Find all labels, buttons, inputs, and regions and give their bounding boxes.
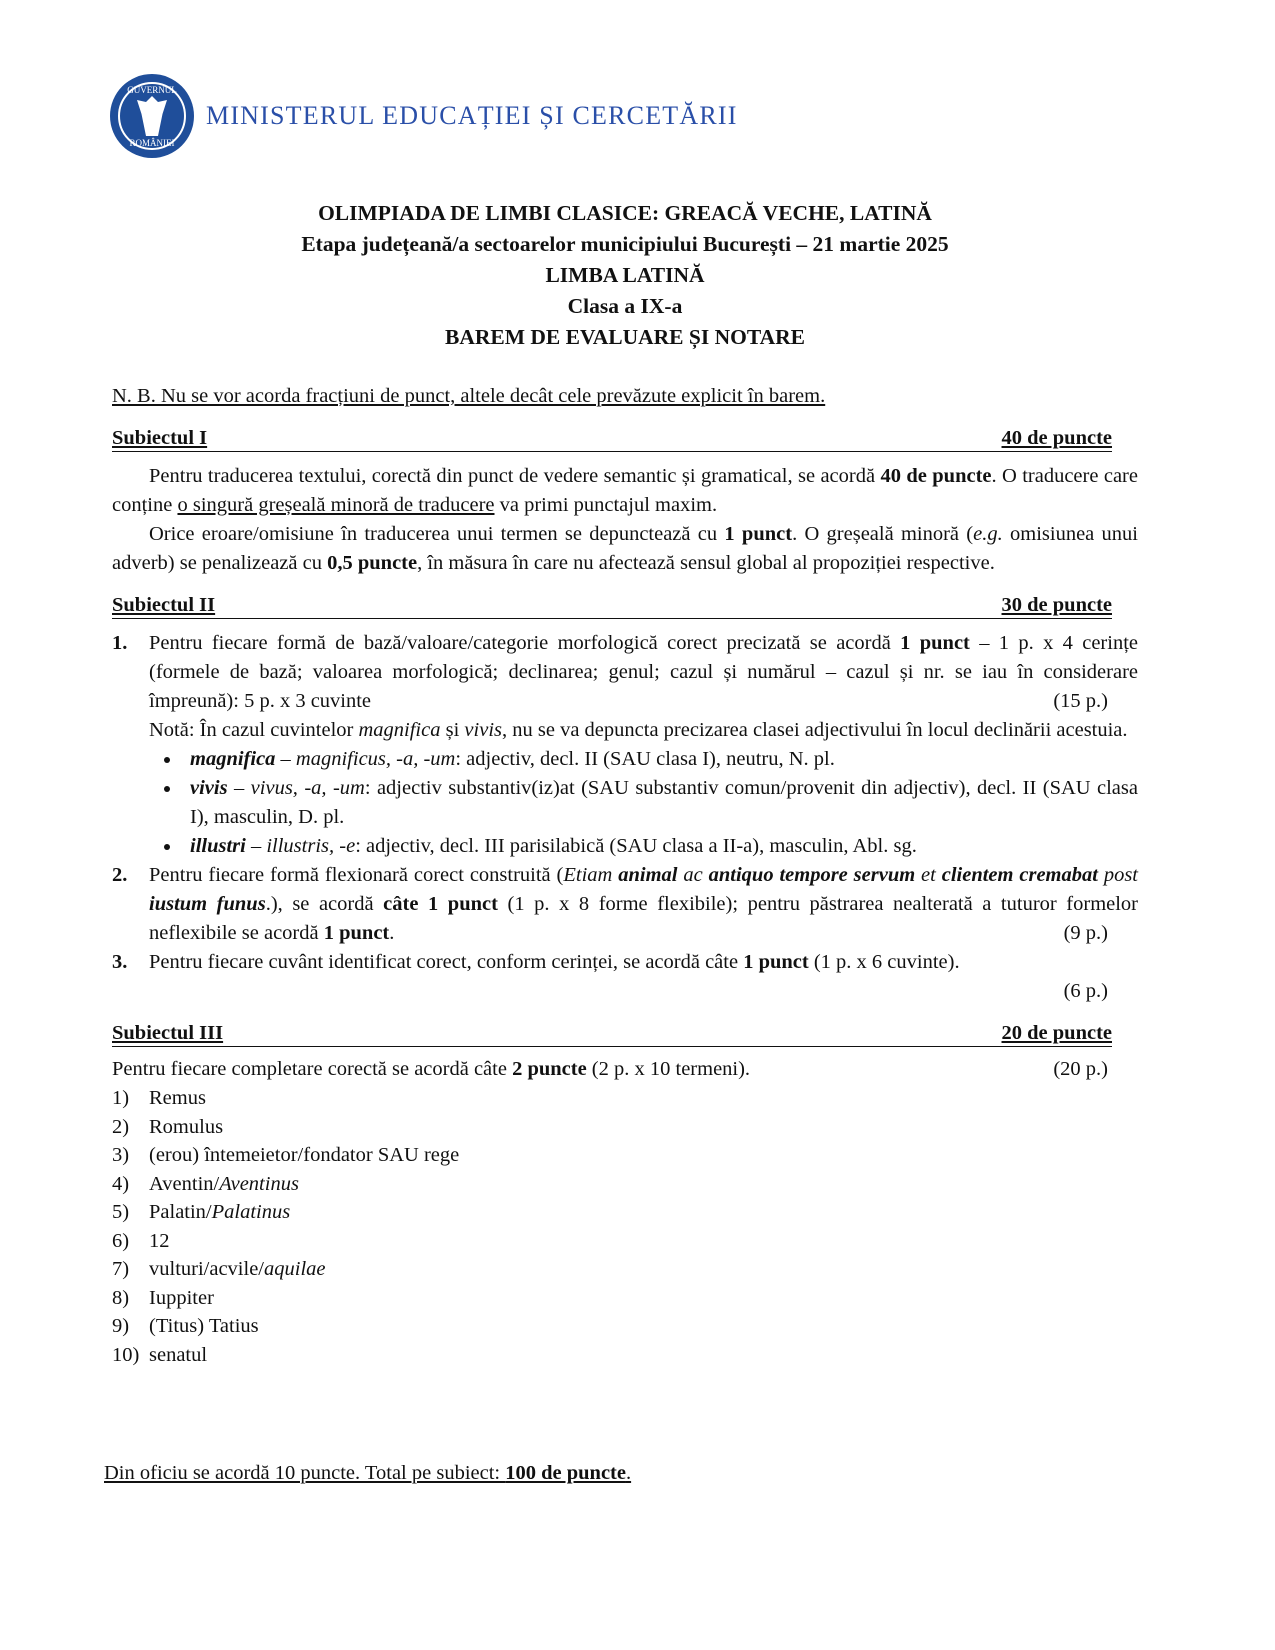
answer-item: [112, 1255, 1138, 1284]
section-heading-2: [112, 592, 1112, 619]
text-run: –: [245, 835, 267, 857]
text-run: Pentru fiecare formă de bază/valoare/categorie morfologică corect precizată se acordă: [149, 632, 901, 654]
text-run: 40 de puncte: [880, 465, 992, 487]
text-run: aquilae: [264, 1258, 326, 1280]
text-run: illustris, -e: [266, 835, 356, 857]
answer-number: 2): [112, 1115, 130, 1138]
text-run: 1 punct: [323, 922, 390, 944]
answer-text: [149, 1141, 459, 1170]
text-run: 0,5 puncte: [327, 552, 418, 574]
text-run: vivis: [190, 777, 228, 799]
text-run: vivus, -a, -um: [250, 777, 365, 799]
list-item-1: [112, 629, 1138, 861]
stage-title: Etapa județeană/a sectoarelor municipiului București – 21 martie 2025: [301, 232, 949, 256]
bullet-item: [182, 832, 1138, 861]
answer-number: 5): [112, 1201, 130, 1223]
text-run: Iuppiter: [149, 1286, 214, 1309]
seal-text-top: GUVERNUL: [127, 85, 177, 95]
answer-text: [149, 1227, 170, 1256]
text-run: .: [389, 922, 395, 944]
text-run: iustum funus: [149, 893, 266, 915]
text-run: Pentru fiecare cuvânt identificat corect, conform cerinței, se acordă câte: [149, 951, 744, 973]
text-run: magnifica: [190, 748, 276, 770]
text-run: –: [227, 777, 251, 799]
text-run: Pentru fiecare completare corectă se acordă câte: [112, 1058, 513, 1080]
text-run: . O traducere care conține: [112, 465, 1138, 516]
text-run: câte 1 punct: [383, 893, 498, 915]
item-number: 2.: [112, 864, 128, 886]
text-run: va primi punctajul maxim.: [494, 494, 718, 516]
answer-item: [112, 1284, 1138, 1313]
text-run: illustri: [190, 835, 246, 857]
nb-note: N. B. Nu se vor acorda fracțiuni de punct, altele decât cele prevăzute explicit în barem.: [112, 385, 826, 407]
answer-text: [149, 1312, 259, 1341]
text-run: 1 punct: [724, 523, 793, 545]
section-title: Subiectul I: [112, 427, 208, 449]
section-intro-points: (20 p.): [1053, 1058, 1108, 1080]
section-heading-1: [112, 425, 1112, 452]
item-points: (15 p.): [1053, 690, 1108, 712]
text-run: 1 punct: [900, 632, 970, 654]
text-run: Aventin/: [149, 1172, 220, 1195]
text-run: , nu se va depuncta precizarea clasei adjectivului în locul declinării acestuia.: [502, 719, 1128, 741]
text-run: (Titus) Tatius: [149, 1315, 259, 1337]
list-item-3: [112, 948, 1138, 1006]
text-run: Palatinus: [211, 1201, 291, 1223]
text-run: ac: [677, 864, 709, 886]
item-points: (6 p.): [1063, 980, 1108, 1002]
class-title: Clasa a IX-a: [567, 294, 683, 318]
text-run: omisiunea unui adverb) se penalizează cu: [112, 523, 1138, 574]
text-run: (2 p. x 10 termeni).: [586, 1058, 751, 1080]
section-points: 20 de puncte: [1001, 1022, 1112, 1044]
text-run: Remus: [149, 1087, 206, 1109]
answer-number: 6): [112, 1229, 130, 1252]
bullet-list: [149, 745, 1138, 861]
olympiad-title: OLIMPIADA DE LIMBI CLASICE: GREACĂ VECHE, LATINĂ: [318, 201, 932, 225]
item-text: [149, 948, 1138, 977]
paragraph: [112, 462, 1138, 520]
text-run: : adjectiv, decl. III parisilabică (SAU clasa a II-a), masculin, Abl. sg.: [355, 835, 917, 857]
answer-text: [149, 1113, 223, 1142]
text-run: senatul: [149, 1343, 208, 1366]
text-run: – 1 p. x 4 cerințe (formele de bază; valoarea morfologică; declinarea; genul; cazul și numărul – cazul și nr. se iau în considerare împreună): 5 p. x 3 cuvinte: [149, 632, 1138, 712]
answer-text: [149, 1341, 207, 1370]
bullet-item: [182, 774, 1138, 832]
section-title: Subiectul III: [112, 1022, 224, 1044]
text-run: 100 de puncte: [505, 1462, 626, 1484]
text-run: Palatin/: [149, 1201, 212, 1223]
answer-number: 10): [112, 1343, 140, 1366]
answer-number: 3): [112, 1144, 130, 1166]
text-run: Aventinus: [219, 1172, 299, 1195]
answer-number: 8): [112, 1286, 130, 1309]
answer-item: [112, 1198, 1138, 1227]
section-title: Subiectul II: [112, 594, 216, 616]
document-header: [112, 198, 1138, 353]
answer-item: [112, 1113, 1138, 1142]
answer-item: [112, 1141, 1138, 1170]
barem-title: BAREM DE EVALUARE ȘI NOTARE: [445, 325, 805, 349]
text-run: antiquo tempore servum: [708, 864, 916, 886]
paragraph: [112, 520, 1138, 578]
answer-item: [112, 1170, 1138, 1199]
answer-number: 7): [112, 1258, 130, 1280]
seal-text-bottom: ROMÂNIEI: [129, 138, 175, 148]
text-run: 2 puncte: [512, 1058, 587, 1080]
text-run: (1 p. x 6 cuvinte).: [808, 951, 960, 973]
answer-text: [149, 1284, 214, 1313]
document-body: [112, 198, 1138, 1369]
ministry-logo: [110, 74, 738, 158]
section-points: 40 de puncte: [1001, 427, 1112, 449]
text-run: magnificus, -a, -um: [295, 748, 456, 770]
section-intro: [112, 1055, 750, 1084]
answer-text: [149, 1170, 299, 1199]
section-points: 30 de puncte: [1001, 594, 1112, 616]
text-run: (erou) întemeietor/fondator SAU rege: [149, 1144, 460, 1166]
text-run: magnifica: [358, 719, 441, 741]
text-run: clientem cremabat: [941, 864, 1098, 886]
answer-text: [149, 1198, 290, 1227]
footer-total: [104, 1462, 631, 1485]
text-run: –: [275, 748, 296, 770]
text-run: 12: [149, 1229, 170, 1252]
item-number: 1.: [112, 632, 128, 654]
list-item-2: [112, 861, 1138, 948]
answer-item: [112, 1227, 1138, 1256]
answer-item: [112, 1084, 1138, 1113]
text-run: Etiam: [563, 864, 619, 886]
text-run: Orice eroare/omisiune în traducerea unui termen se depunctează cu: [149, 523, 725, 545]
text-run: : adjectiv substantiv(iz)at (SAU substantiv comun/provenit din adjectiv), decl. II (SAU clasa I), masculin, D. pl.: [190, 777, 1138, 828]
text-run: .), se acordă: [265, 893, 384, 915]
ministry-name: MINISTERUL EDUCAȚIEI ȘI CERCETĂRII: [206, 101, 738, 130]
answer-number: 1): [112, 1087, 130, 1109]
text-run: . O greșeală minoră (: [792, 523, 974, 545]
text-run: Pentru traducerea textului, corectă din punct de vedere semantic și gramatical, se acordă: [149, 465, 881, 487]
text-run: , în măsura în care nu afectează sensul global al propoziției respective.: [417, 552, 995, 574]
text-run: și: [440, 719, 465, 741]
text-run: post: [1097, 864, 1138, 886]
bullet-item: [182, 745, 1138, 774]
answer-text: [149, 1084, 206, 1113]
answer-number: 9): [112, 1315, 130, 1337]
text-run: et: [915, 864, 942, 886]
answer-list: [112, 1084, 1138, 1369]
text-run: vivis: [464, 719, 502, 741]
item-points: (9 p.): [1063, 922, 1108, 944]
answer-item: [112, 1312, 1138, 1341]
answer-text: [149, 1255, 326, 1284]
text-run: Romulus: [149, 1115, 224, 1138]
text-run: e.g.: [973, 523, 1003, 545]
answer-item: [112, 1341, 1138, 1370]
text-run: animal: [618, 864, 678, 886]
section-heading-3: [112, 1020, 1112, 1047]
text-run: 1 punct: [743, 951, 809, 973]
item-number: 3.: [112, 951, 128, 973]
text-run: : adjectiv, decl. II (SAU clasa I), neutru, N. pl.: [455, 748, 835, 770]
text-run: Notă: În cazul cuvintelor: [149, 719, 359, 741]
text-run: (1 p. x 8 forme flexibile); pentru păstrarea nealterată a tuturor formelor neflexibile se acordă: [149, 893, 1139, 944]
text-run: o singură greșeală minoră de traducere: [177, 494, 495, 516]
government-seal-icon: [110, 74, 194, 158]
text-run: Din oficiu se acordă 10 puncte. Total pe subiect:: [104, 1462, 506, 1484]
answer-number: 4): [112, 1172, 130, 1195]
item-note: [149, 716, 1138, 745]
subject-title: LIMBA LATINĂ: [545, 263, 705, 287]
text-run: Pentru fiecare formă flexionară corect construită (: [149, 864, 564, 886]
text-run: vulturi/acvile/: [149, 1258, 264, 1280]
text-run: .: [625, 1462, 632, 1484]
